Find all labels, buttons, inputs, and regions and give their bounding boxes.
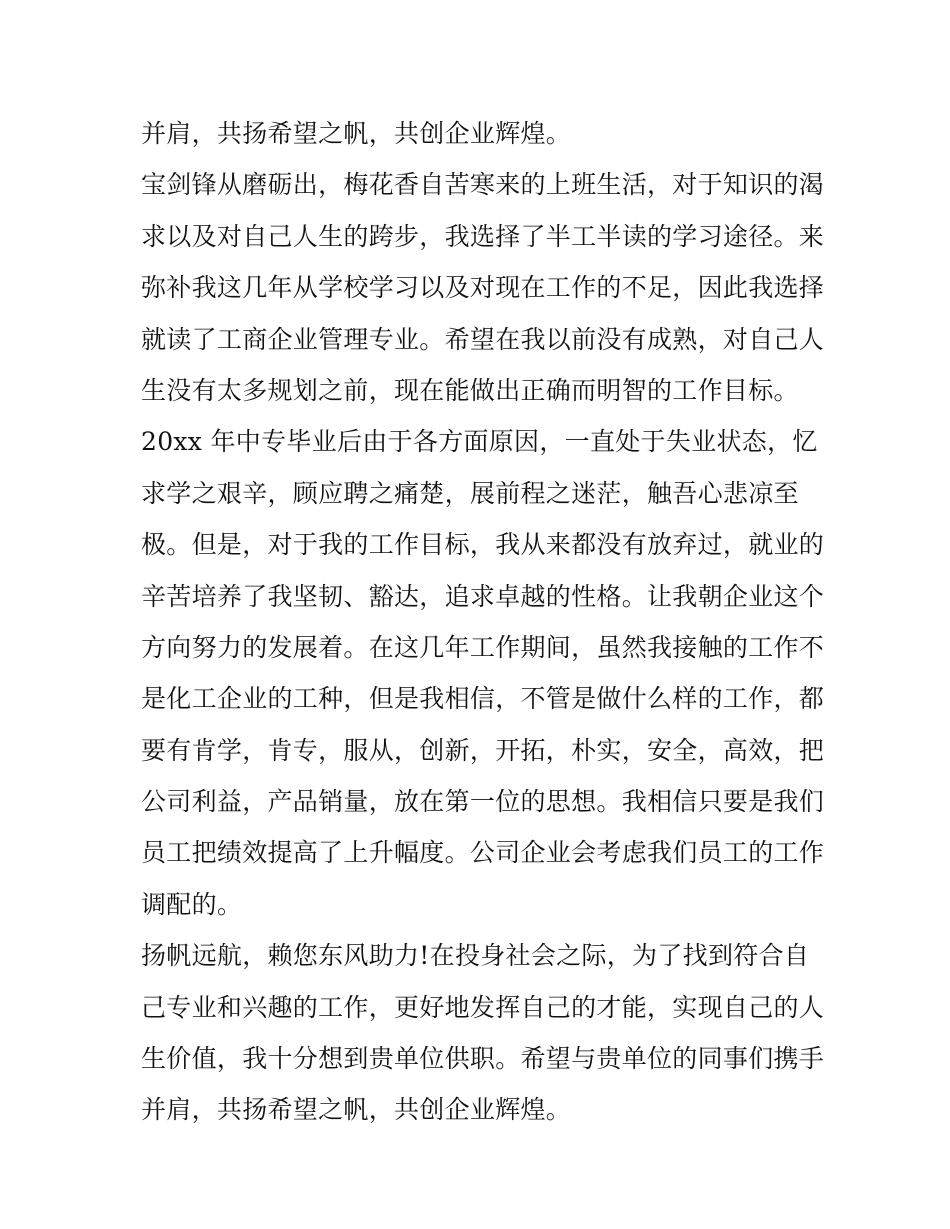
text-line: 公司利益，产品销量，放在第一位的思想。我相信只要是我们 <box>141 787 825 817</box>
text-line: 生没有太多规划之前，现在能做出正确而明智的工作目标。 <box>141 375 799 405</box>
text-line: 生价值，我十分想到贵单位供职。希望与贵单位的同事们携手 <box>141 1044 825 1074</box>
text-line: 调配的。 <box>141 889 243 919</box>
document-body <box>141 108 825 1136</box>
text-line: 要有肯学，肯专，服从，创新，开拓，朴实，安全，高效，把 <box>141 735 825 765</box>
text-line: 己专业和兴趣的工作，更好地发挥自己的才能，实现自己的人 <box>141 992 825 1022</box>
text-line: 扬帆远航，赖您东风助力!在投身社会之际，为了找到符合自 <box>141 941 810 971</box>
text-line: 并肩，共扬希望之帆，共创企业辉煌。 <box>141 1095 572 1125</box>
text-line: 求以及对自己人生的跨步，我选择了半工半读的学习途径。来 <box>141 221 825 251</box>
text-line: 宝剑锋从磨砺出，梅花香自苦寒来的上班生活，对于知识的渴 <box>141 170 825 200</box>
text-line: 求学之艰辛，顾应聘之痛楚，展前程之迷茫，触吾心悲凉至 <box>141 478 799 508</box>
text-line: 方向努力的发展着。在这几年工作期间，虽然我接触的工作不 <box>141 632 825 662</box>
text-line: 就读了工商企业管理专业。希望在我以前没有成熟，对自己人 <box>141 324 825 354</box>
text-line: 20xx 年中专毕业后由于各方面原因，一直处于失业状态，忆 <box>141 427 818 457</box>
text-line: 是化工企业的工种，但是我相信，不管是做什么样的工作，都 <box>141 684 825 714</box>
text-line: 极。但是，对于我的工作目标，我从来都没有放弃过，就业的 <box>141 530 825 560</box>
text-line: 弥补我这几年从学校学习以及对现在工作的不足，因此我选择 <box>141 273 825 303</box>
text-line: 员工把绩效提高了上升幅度。公司企业会考虑我们员工的工作 <box>141 838 825 868</box>
text-line: 辛苦培养了我坚韧、豁达，追求卓越的性格。让我朝企业这个 <box>141 581 825 611</box>
text-line: 并肩，共扬希望之帆，共创企业辉煌。 <box>141 119 572 148</box>
